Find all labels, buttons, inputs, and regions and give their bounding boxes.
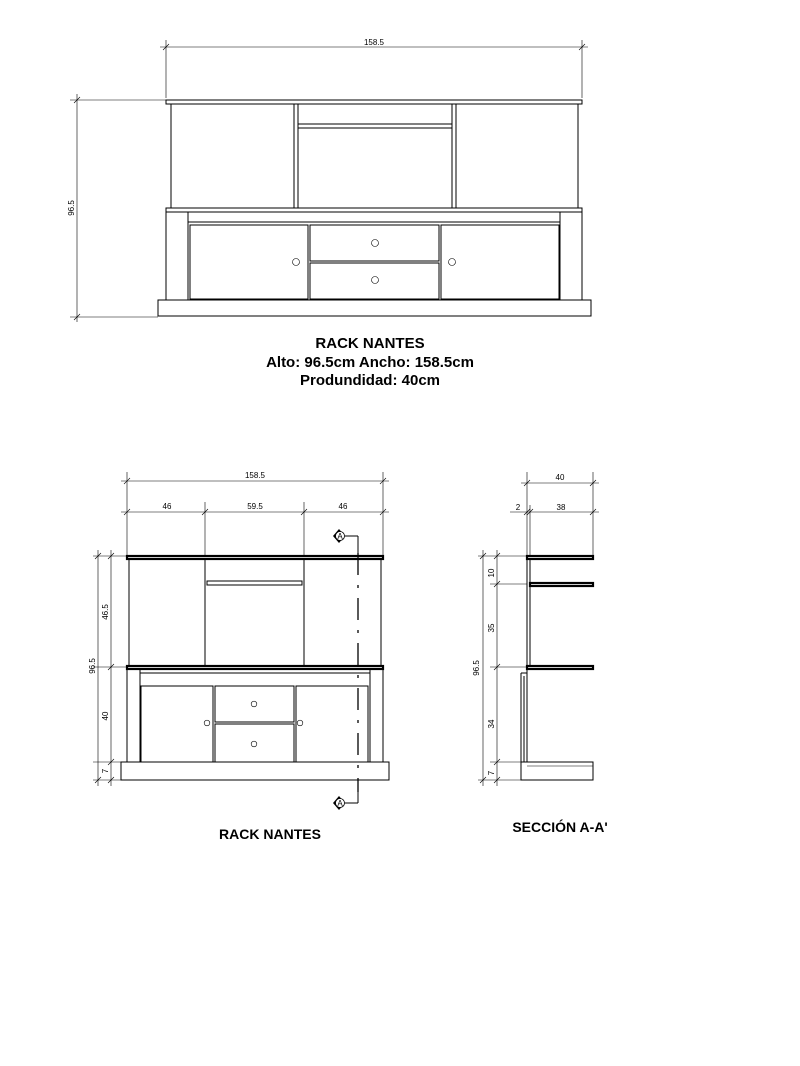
section-shelf (530, 583, 593, 586)
section-marker-top-letter: A (337, 532, 343, 541)
section-height-dimensions (472, 550, 527, 786)
front-lower-drawer-knob (251, 741, 257, 747)
height-label: 96.5 (67, 200, 76, 216)
front-lower-drawer (215, 724, 294, 762)
left-door-knob (293, 259, 300, 266)
center-shelf (298, 124, 452, 128)
lower-drawer (310, 263, 439, 299)
top-depth-line: Produndidad: 40cm (299, 372, 441, 389)
middle-board (166, 208, 582, 212)
front-right-width-label: 46 (338, 502, 348, 511)
section-d35-label: 35 (487, 623, 496, 633)
front-upper-height-label: 46.5 (101, 604, 110, 620)
front-left-width-label: 46 (162, 502, 172, 511)
upper-drawer (310, 225, 439, 261)
section-depth-dimension (521, 472, 599, 556)
front-left-knob (204, 720, 210, 726)
section-d7-label: 7 (487, 770, 496, 776)
front-lower-height-label: 40 (101, 711, 110, 721)
front-view (88, 471, 389, 842)
section-inner-dimension (510, 503, 599, 556)
top-dimensions-line: Alto: 96.5cm Ancho: 158.5cm (266, 354, 474, 371)
front-segments-dimension (121, 502, 389, 555)
front-upper-drawer (215, 686, 294, 722)
section-top-board (527, 556, 593, 559)
front-height-dimensions (88, 550, 127, 786)
section-view (472, 472, 608, 835)
front-right-door (296, 686, 368, 762)
section-middle-board (527, 666, 593, 669)
section-d34-label: 34 (487, 719, 496, 729)
width-label: 158.5 (363, 38, 385, 47)
section-depth-label: 40 (555, 473, 565, 482)
front-base-height-label: 7 (101, 768, 110, 774)
front-center-width-label: 59.5 (247, 502, 263, 511)
front-center-shelf (207, 581, 302, 585)
front-left-door (141, 686, 213, 762)
front-plinth (121, 762, 389, 780)
top-elevation (67, 38, 591, 389)
section-inner-label: 38 (556, 503, 566, 512)
front-title: RACK NANTES (219, 826, 321, 842)
front-right-knob (297, 720, 303, 726)
section-marker-bottom (333, 796, 345, 810)
height-dimension (67, 94, 166, 322)
section-title: SECCIÓN A-A' (512, 819, 608, 835)
front-height-label: 96.5 (88, 658, 97, 674)
section-back-label: 2 (515, 503, 521, 512)
left-door (190, 225, 308, 299)
section-height-label: 96.5 (472, 660, 481, 676)
front-upper-drawer-knob (251, 701, 257, 707)
front-middle-board (127, 666, 383, 669)
plinth (158, 300, 591, 316)
upper-drawer-knob (372, 240, 379, 247)
right-door-knob (449, 259, 456, 266)
right-door (441, 225, 559, 299)
section-plinth (521, 762, 593, 780)
front-width-label: 158.5 (244, 471, 266, 480)
section-marker-top (333, 529, 345, 543)
width-dimension (160, 38, 588, 98)
top-title: RACK NANTES (315, 335, 425, 352)
section-d10-label: 10 (487, 568, 496, 578)
lower-drawer-knob (372, 277, 379, 284)
section-marker-bottom-letter: A (337, 799, 343, 808)
top-board (166, 100, 582, 104)
front-width-dimension (121, 471, 389, 555)
front-top-board (127, 556, 383, 559)
